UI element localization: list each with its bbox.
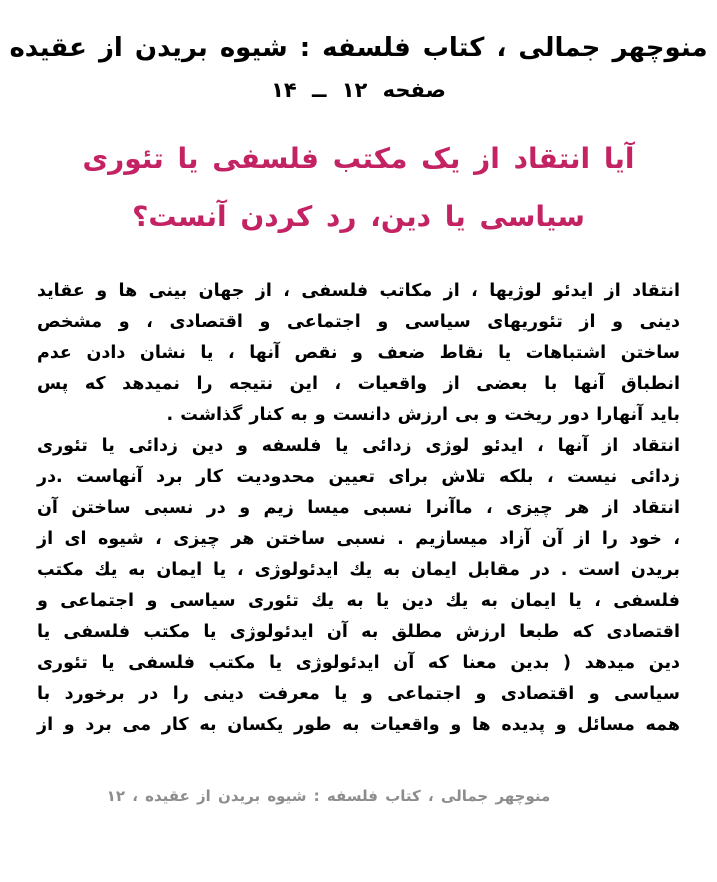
body-line: دینی و از تئوریهای سیاسی و اجتماعی و اقتصادی ، و مشخص (37, 311, 680, 332)
document-header (0, 30, 717, 102)
footer-citation: منوچهر جمالی ، کتاب فلسفه : شیوه بریدن از عقیده ، ۱۲ (106, 786, 551, 805)
article-title (0, 140, 717, 236)
body-line: انتقاد از آنها ، ایدئو لوژی زدائی یا فلسفه و دین زدائی یا تئوری (37, 435, 680, 456)
body-line: انتقاد از هر چیزی ، ماآنرا نسبی میسا زیم و در نسبی ساختن آن (37, 497, 680, 518)
header-source-line: منوچهر جمالی ، کتاب فلسفه : شیوه بریدن از عقیده (9, 33, 708, 63)
body-line: اقتصادی که طبعا ارزش مطلق به آن ایدئولوژی یا مکتب فلسفی یا (37, 621, 680, 642)
body-line: باید آنهارا دور ریخت و بی ارزش دانست و به کنار گذاشت . (166, 404, 680, 425)
body-text (0, 276, 717, 741)
body-line: انتقاد از ایدئو لوژیها ، از مکاتب فلسفی ، از جهان بینی ها و عقاید (37, 280, 680, 301)
body-line: زدائی نیست ، بلکه تلاش برای تعیین محدودیت کار برد آنهاست .در (37, 466, 680, 487)
article-title-line-2: سیاسی یا دین، رد کردن آنست؟ (132, 200, 585, 234)
body-line: سیاسی و اقتصادی و اجتماعی و یا معرفت دینی را در برخورد با (37, 683, 680, 704)
body-line: فلسفی ، یا ایمان به یك دین یا به یك تئوری سیاسی و اجتماعی و (37, 590, 680, 611)
body-line: همه مسائل و پدیده ها و واقعیات به طور یکسان به کار می برد و از (37, 714, 680, 735)
body-line: دین میدهد ( بدین معنا که آن ایدئولوژی یا مکتب فلسفی یا تئوری (37, 652, 680, 673)
body-line: ساختن اشتباهات یا نقاط ضعف و نقص آنها ، یا نشان دادن عدم (37, 342, 680, 363)
header-page-range: صفحه ۱۲ ــ ۱۴ (271, 78, 446, 103)
body-line: ، خود را از آن آزاد میسازیم . نسبی ساختن هر چیزی ، شیوه ای از (37, 528, 680, 549)
article-title-line-1: آیا انتقاد از یک مکتب فلسفی یا تئوری (82, 142, 635, 176)
body-line: انطباق آنها با بعضی از واقعیات ، این نتیجه را نمیدهد که پس (37, 373, 680, 394)
body-line: بریدن است . در مقابل ایمان به یك ایدئولوژی ، یا ایمان به یك مکتب (37, 559, 680, 580)
